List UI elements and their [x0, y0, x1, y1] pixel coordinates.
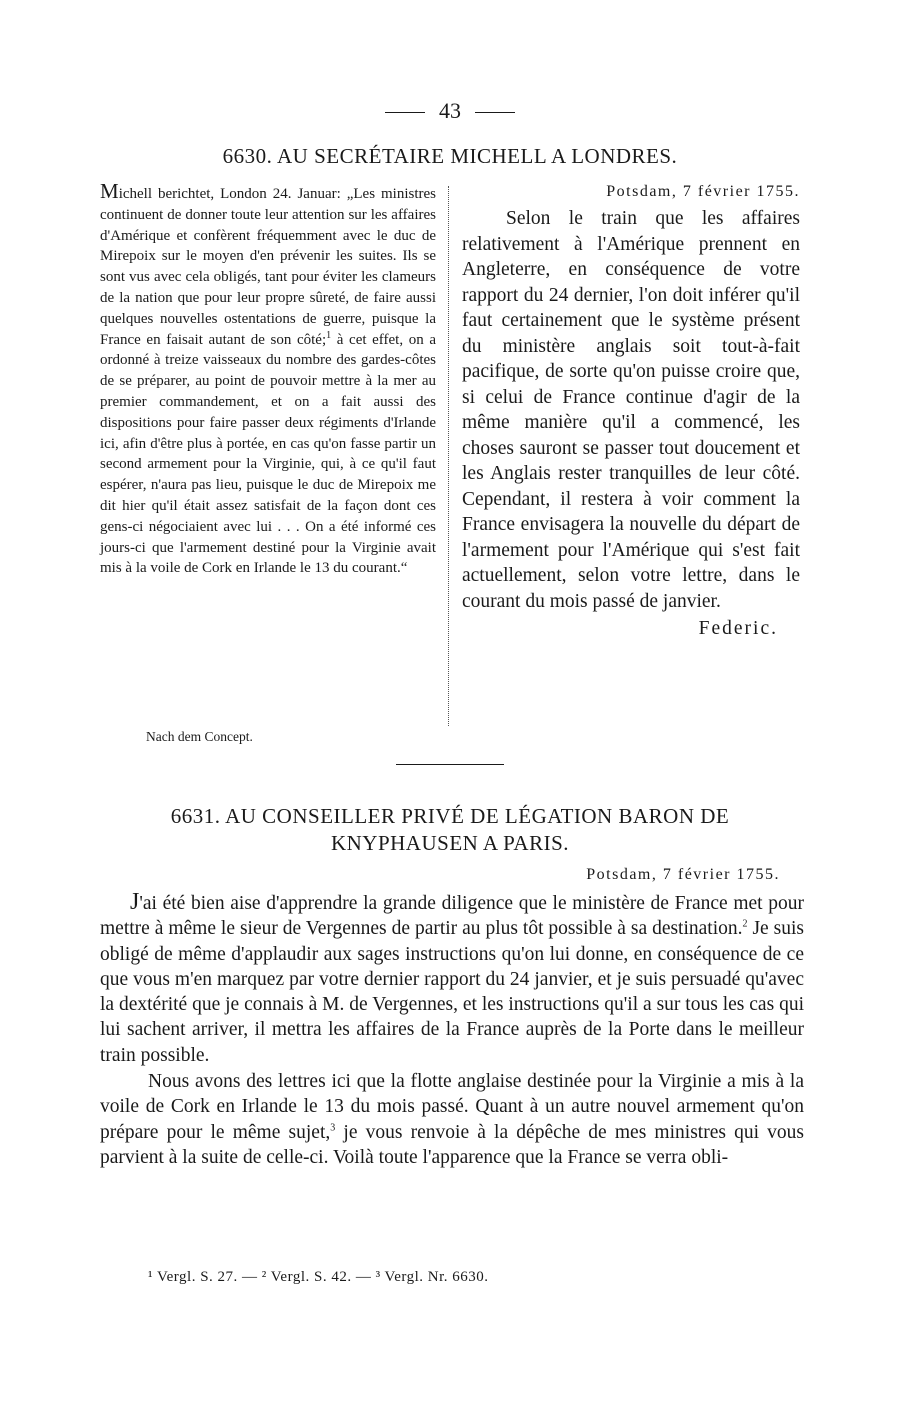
- paragraph-2-part2: je vous renvoie à la dépêche de mes ministres qui vous parvient à la suite de celle-ci. Voilà toute l'apparence que la France se verra obli-: [100, 1121, 804, 1168]
- letter-6631-body: [100, 890, 804, 1170]
- letter-6631-heading-line2: KNYPHAUSEN A PARIS.: [330, 831, 570, 855]
- excerpt-text-part2: à cet effet, on a ordonné à treize vaisseaux du nombre des gardes-côtes de se préparer, au point de pouvoir mettre à la mer au premier commandement, et on a fait aussi des dispositions pour faire passer deux régiments d'Irlande ici, afin d'être plus à portée, en cas qu'on fasse partir un second armement pour la Virginie, qui, à ce qu'il faut espérer, n'aura pas lieu, puisque le duc de Mirepoix me dit hier qu'il était assez satisfait de la façon dont ces gens-ci négociaient avec lui . . . On a été informé ces jours-ci que l'armement destiné pour la Virginie avait mis à la voile de Cork en Irlande le 13 du courant.“: [100, 331, 436, 577]
- letter-6631-paragraph-1: [100, 890, 804, 1068]
- excerpt-column: [100, 181, 436, 579]
- paragraph-1-part2: Je suis obligé de même d'applaudir aux sages instructions qu'on lui donne, en conséquence de ce que vous m'en marquez par votre dernier rapport du 24 janvier, et je suis persuadé qu'avec la dextérité que je connais à M. de Vergennes, et les instructions qu'il a sur tous les cas qui lui sachent arriver, il mettra les affaires de la France auprès de la Porte dans le meilleur train possible.: [100, 918, 804, 1066]
- page-number-text: 43: [439, 98, 461, 123]
- footnotes: ¹ Vergl. S. 27. — ² Vergl. S. 42. — ³ Vergl. Nr. 6630.: [148, 1269, 489, 1285]
- footnote-ref-2: 2: [742, 918, 748, 930]
- source-note: Nach dem Concept.: [146, 729, 253, 744]
- paragraph-1-part1: 'ai été bien aise d'apprendre la grande diligence que le ministère de France met pour mettre à même le sieur de Vergennes de partir au plus tôt possible à sa destination.: [100, 893, 804, 940]
- letter-6631-heading: [100, 803, 800, 857]
- letter-6630-signature: Federic.: [698, 618, 778, 639]
- letter-6631-date: Potsdam, 7 février 1755.: [586, 866, 780, 883]
- excerpt-text-part1: ichell berichtet, London 24. Januar: „Les ministres continuent de donner toute leur attention sur les affaires d'Amérique et confèrent fréquemment avec le duc de Mirepoix sur le moyen d'en prévenir les suites. Ils se sont vus avec cela obligés, tant pour éviter les clameurs de la nation que pour leur propre sûreté, de faire aussi quelques nouvelles ostentations de guerre, puisque la France en faisait autant de son côté;: [100, 186, 436, 348]
- drop-letter: M: [100, 179, 119, 203]
- excerpt-text: [100, 181, 436, 579]
- column-divider: [448, 186, 449, 726]
- drop-letter-j: J: [130, 889, 140, 915]
- letter-6630-heading: 6630. AU SECRÉTAIRE MICHELL A LONDRES.: [222, 144, 678, 168]
- page-number: [0, 98, 900, 124]
- footnote-ref-1: 1: [326, 329, 332, 341]
- page-number-dash-left: [385, 112, 425, 113]
- letter-6631-heading-line1: 6631. AU CONSEILLER PRIVÉ DE LÉGATION BARON DE: [170, 804, 730, 828]
- letter-6631-paragraph-2: [100, 1069, 804, 1170]
- paragraph-2-part1: Nous avons des lettres ici que la flotte anglaise destinée pour la Virginie a mis à la voile de Cork en Irlande le 13 du mois passé. Quant à un autre nouvel armement qu'on prépare pour le même sujet,: [100, 1071, 804, 1143]
- letter-6630-column: [462, 181, 800, 642]
- section-rule: [396, 764, 504, 765]
- letter-6630-body: Selon le train que les affaires relativement à l'Amérique prennent en Angleterre, en conséquence de votre rapport du 24 dernier, l'on doit inférer qu'il faut certainement que le système présent du ministère anglais soit tout-à-fait pacifique, de sorte qu'on puisse croire que, si celui de France continue d'agir de la même manière qu'il a commencé, les choses sauront se passer tout doucement et les Anglais rester tranquilles de leur côté. Cependant, il restera à voir comment la France envisagera la nouvelle du départ de l'armement pour l'Amérique qui s'est fait actuellement, selon votre lettre, dans le courant du mois passé de janvier.: [462, 208, 800, 612]
- footnote-ref-3: 3: [330, 1122, 336, 1134]
- letter-6630-date: Potsdam, 7 février 1755.: [606, 183, 800, 200]
- page-number-dash-right: [475, 112, 515, 113]
